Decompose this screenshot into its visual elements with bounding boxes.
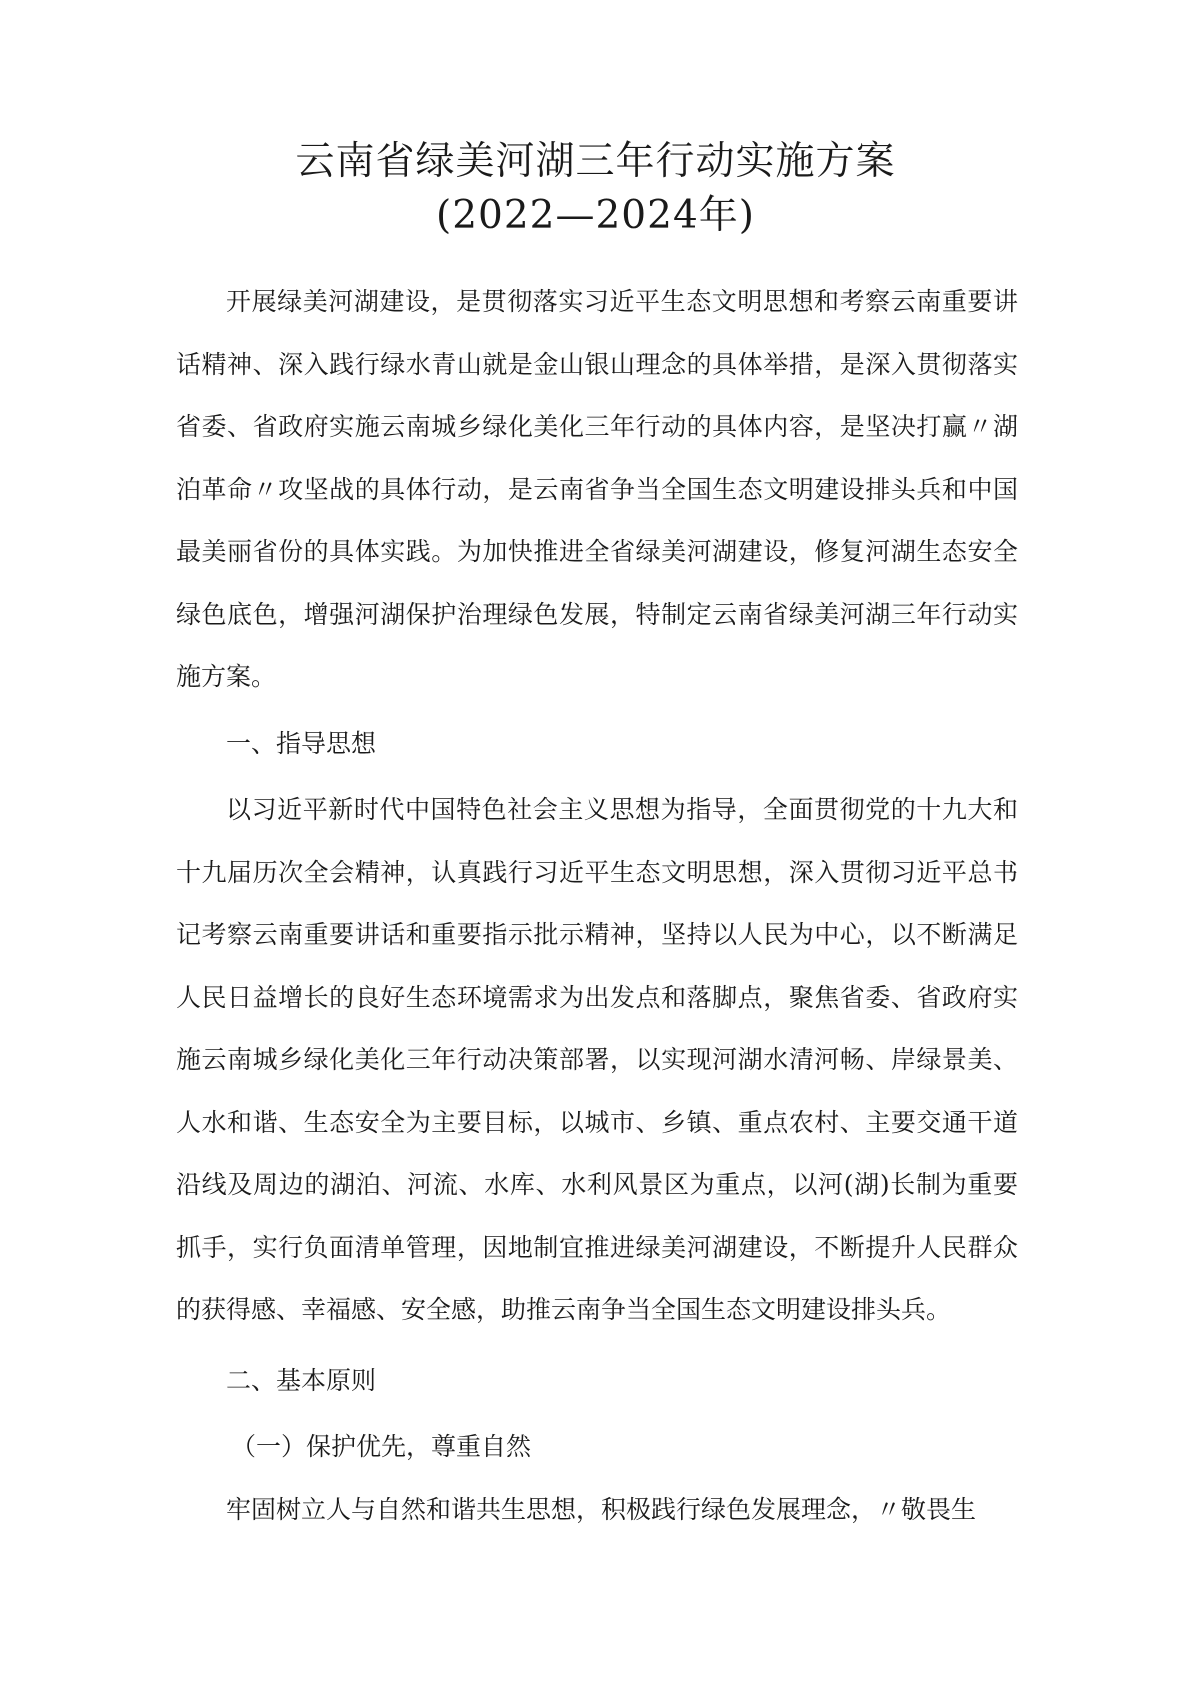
protection-first-paragraph: 牢固树立人与自然和谐共生思想，积极践行绿色发展理念，〃敬畏生 bbox=[226, 1494, 977, 1524]
document-title: 云南省绿美河湖三年行动实施方案 bbox=[295, 139, 896, 184]
subsection-heading-protection-first: （一）保护优先，尊重自然 bbox=[231, 1432, 532, 1461]
intro-paragraph: 开展绿美河湖建设，是贯彻落实习近平生态文明思想和考察云南重要讲话精神、深入践行绿水青山就是金山银山理念的具体举措，是深入贯彻落实省委、省政府实施云南城乡绿化美化三年行动的具体内容，是坚决打赢〃湖泊革命〃攻坚战的具体行动，是云南省争当全国生态文明建设排头兵和中国最美丽省份的具体实践。为加快推进全省绿美河湖建设，修复河湖生态安全绿色底色，增强河湖保护治理绿色发展，特制定云南省绿美河湖三年行动实施方案。 bbox=[176, 287, 1018, 691]
guiding-thought-paragraph: 以习近平新时代中国特色社会主义思想为指导，全面贯彻党的十九大和十九届历次全会精神，认真践行习近平生态文明思想，深入贯彻习近平总书记考察云南重要讲话和重要指示批示精神，坚持以人民为中心，以不断满足人民日益增长的良好生态环境需求为出发点和落脚点，聚焦省委、省政府实施云南城乡绿化美化三年行动决策部署，以实现河湖水清河畅、岸绿景美、人水和谐、生态安全为主要目标，以城市、乡镇、重点农村、主要交通干道沿线及周边的湖泊、河流、水库、水利风景区为重点，以河(湖)长制为重要抓手，实行负面清单管理，因地制宜推进绿美河湖建设，不断提升人民群众的获得感、幸福感、安全感，助推云南争当全国生态文明建设排头兵。 bbox=[176, 795, 1018, 1324]
document-subtitle-years: (2022—2024年) bbox=[436, 193, 755, 238]
section-heading-basic-principles: 二、基本原则 bbox=[226, 1365, 377, 1395]
section-heading-guiding-thought: 一、指导思想 bbox=[226, 728, 377, 758]
spacer bbox=[176, 1342, 1018, 1350]
document-body bbox=[176, 271, 1018, 1541]
